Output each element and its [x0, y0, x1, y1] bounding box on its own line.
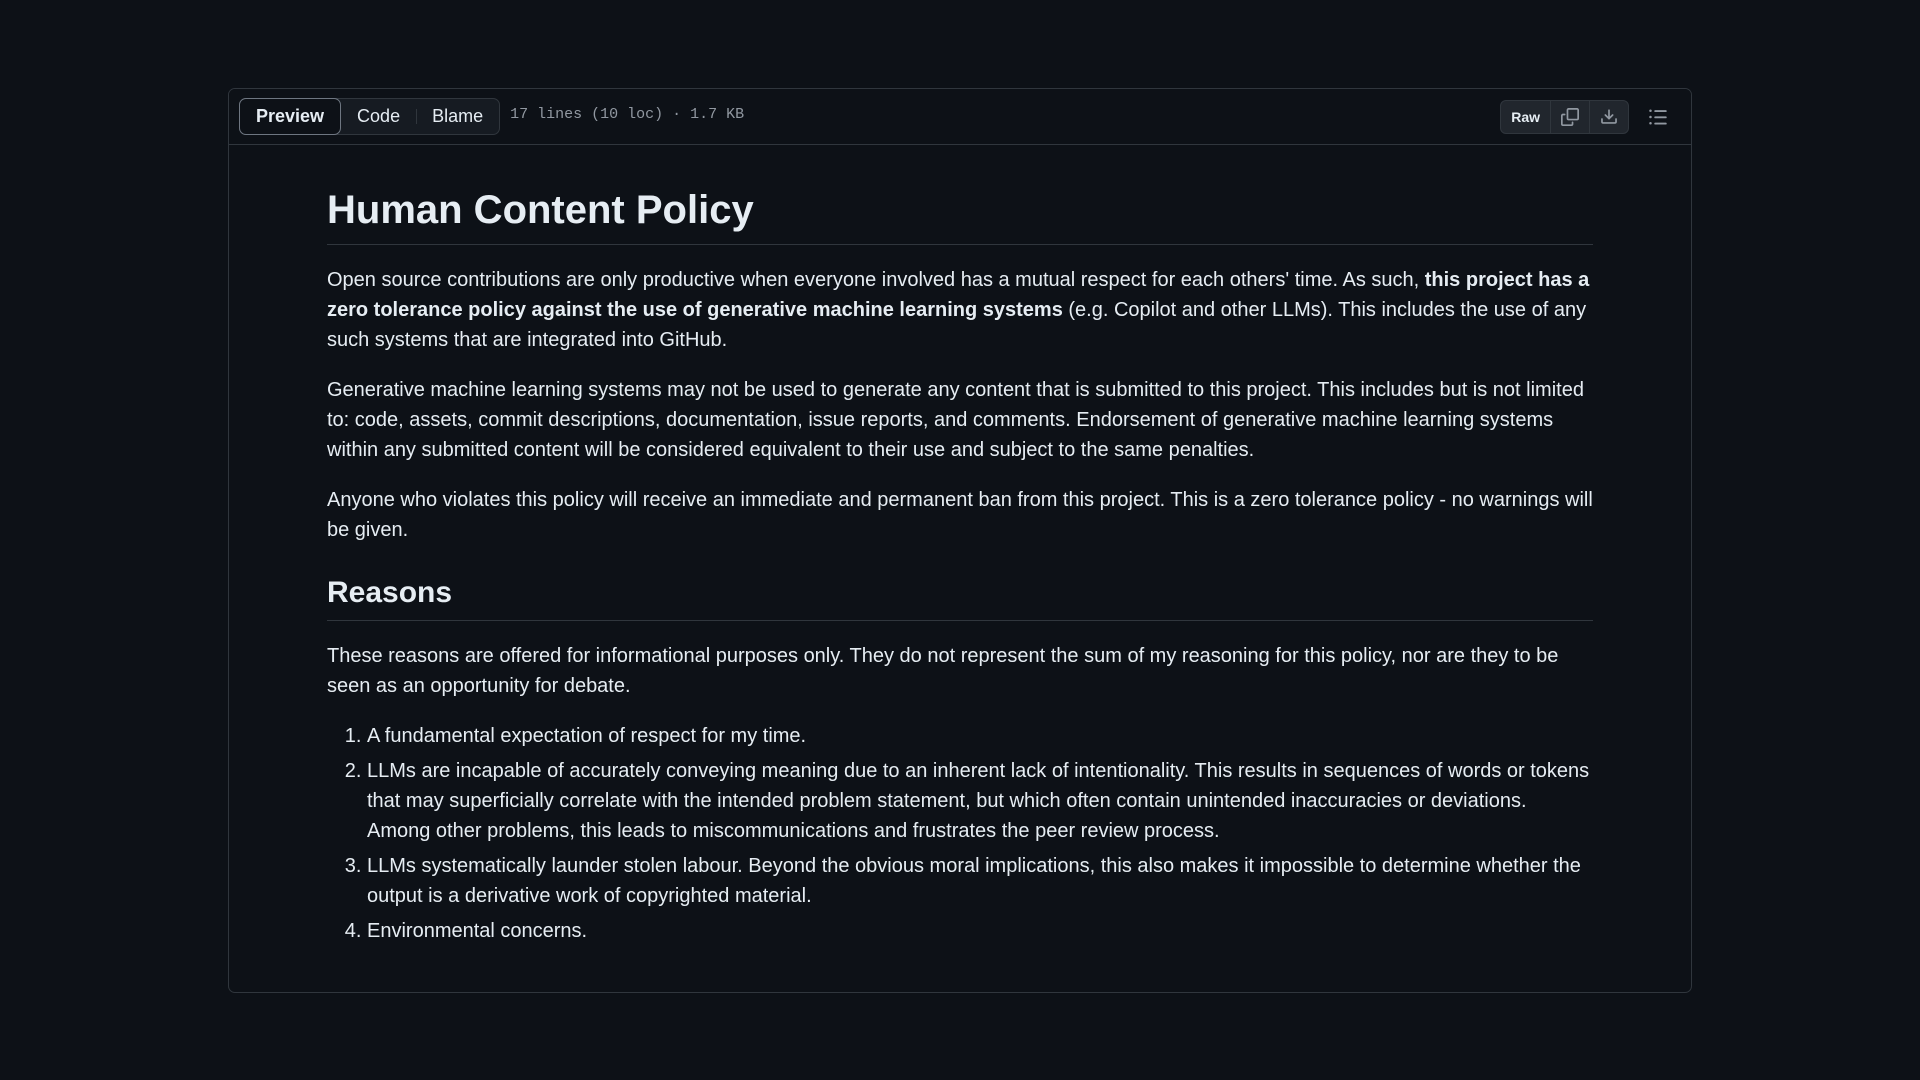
- list-item: 4. Environmental concerns.: [367, 916, 1593, 946]
- reasons-heading: Reasons: [327, 573, 1593, 621]
- view-mode-switcher: [239, 98, 500, 135]
- list-item: 1. A fundamental expectation of respect for my time.: [367, 721, 1593, 751]
- markdown-body: [229, 145, 1691, 991]
- file-viewer: [228, 88, 1692, 993]
- outline-button[interactable]: [1641, 100, 1675, 134]
- copy-raw-button[interactable]: [1551, 101, 1590, 133]
- list-item: 2. LLMs are incapable of accurately conveying meaning due to an inherent lack of intentionality. This results in sequences of words or tokens that may superficially correlate with the intended problem statement, but which often contain unintended inaccuracies or deviations. Among other problems, this leads to miscommunications and frustrates the peer review process.: [367, 756, 1593, 846]
- policy-paragraph-2: Generative machine learning systems may not be used to generate any content that is submitted to this project. This includes but is not limited to: code, assets, commit descriptions, documentation, issue reports, and comments. Endorsement of generative machine learning systems within any submitted content will be considered equivalent to their use and subject to the same penalties.: [327, 379, 1584, 461]
- tab-preview[interactable]: Preview: [239, 98, 341, 135]
- policy-text: Open source contributions are only productive when everyone involved has a mutual respect for each others' time. As such,: [327, 269, 1425, 291]
- page-title: Human Content Policy: [327, 185, 1593, 245]
- list-unordered-icon: [1648, 107, 1668, 127]
- policy-paragraph-3: Anyone who violates this policy will receive an immediate and permanent ban from this project. This is a zero tolerance policy - no warnings will be given.: [327, 489, 1593, 541]
- list-item: 3. LLMs systematically launder stolen labour. Beyond the obvious moral implications, this also makes it impossible to determine whether the output is a derivative work of copyrighted material.: [367, 851, 1593, 911]
- raw-button[interactable]: Raw: [1501, 101, 1551, 133]
- reasons-list: [327, 721, 1593, 946]
- policy-emphasis: this project has a zero tolerance policy against the use of generative machine learning systems: [327, 269, 1590, 321]
- reasons-intro: These reasons are offered for informational purposes only. They do not represent the sum of my reasoning for this policy, nor are they to be seen as an opportunity for debate.: [327, 645, 1559, 697]
- policy-paragraph-1: [327, 265, 1593, 355]
- tab-code[interactable]: Code: [357, 106, 401, 126]
- file-meta: 17 lines (10 loc) · 1.7 KB: [510, 106, 745, 123]
- download-icon: [1600, 108, 1618, 126]
- file-header: [229, 89, 1691, 145]
- policy-text-continued: (e.g. Copilot and other LLMs). This includes the use of any such systems that are integrated into GitHub.: [327, 299, 1587, 351]
- copy-icon: [1561, 108, 1579, 126]
- download-button[interactable]: [1590, 101, 1628, 133]
- tab-blame[interactable]: Blame: [416, 99, 499, 134]
- file-actions: [1500, 100, 1629, 134]
